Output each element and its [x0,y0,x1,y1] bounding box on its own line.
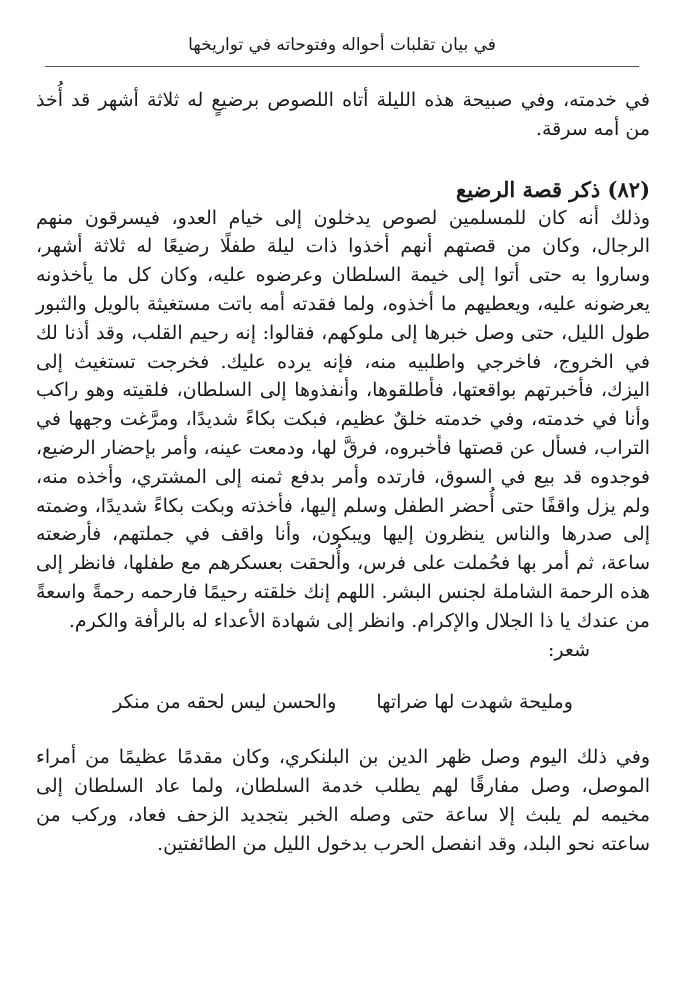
poem-label: شعر: [548,638,590,661]
main-paragraph: وذلك أنه كان للمسلمين لصوص يدخلون إلى خيام العدو، فيسرقون منهم الرجال، وكان من قصتهم أنهم أخذوا ذات ليلة طفلًا رضيعًا له ثلاثة أشهر، وساروا به حتى أتوا إلى خيمة السلطان وعرضوه عليه، وكان كل ما يأخذونه يعرضونه عليه، ويعطيهم ما أخذوه، ولما فقدته أمه باتت مستغيثة بالويل والثبور طول الليل، حتى وصل خبرها إلى ملوكهم، فقالوا: إنه رحيم القلب، وقد أذنا لك في الخروج، فاخرجي واطلبيه منه، فإنه يرده عليك. فخرجت تستغيث إلى اليزك، فأخبرتهم بواقعتها، فأطلقوها، وأنفذوها إلى السلطان، فلقيته وهو راكب وأنا في خدمته، وفي خدمته خلقٌ عظيم، فبكت بكاءً شديدًا، ومرَّغت وجهها في التراب، فسأل عن قصتها فأخبروه، فرقَّ لها، ودمعت عينه، وأمر بإحضار الرضيع، فوجدوه قد بيع في السوق، فارتده وأمر بدفع ثمنه إلى المشتري، وأخذه منه، ولم يزل واقفًا حتى أُحضر الطفل وسلم إليها، فأخذته وبكت بكاءً شديدًا، وضمته إلى صدرها والناس ينظرون إليها ويبكون، وأنا واقف في جملتهم، فأرضعته ساعة، ثم أمر بها فحُملت على فرس، وأُلحقت بعسكرهم مع طفلها، فانظر إلى هذه الرحمة الشاملة لجنس البشر. اللهم إنك خلقته رحيمًا فارحمه رحمةً واسعةً من عندك يا ذا الجلال والإكرام. وانظر إلى شهادة الأعداء له بالرأفة والكرم. [36,206,650,632]
continuation-paragraph: في خدمته، وفي صبيحة هذه الليلة أتاه اللصوص برضيعٍ له ثلاثة أشهر قد أُخذ من أمه سرقة. [36,89,650,140]
poem-verse [36,688,650,717]
poem-hemistich-second: والحسن ليس لحقه من منكر [113,691,337,714]
page-body [36,86,650,858]
final-paragraph: وفي ذلك اليوم وصل ظهر الدين بن البلنكري، وكان مقدمًا عظيمًا من أمراء الموصل، وصل مفارقًا لهم يطلب خدمة السلطان، ولما عاد السلطان إلى مخيمه لم يلبث إلا ساعة حتى وصله الخبر بتجديد الزحف فعاد، وركب من ساعته نحو البلد، وقد انفصل الحرب بدخول الليل من الطائفتين. [36,746,650,855]
header-divider [45,66,639,67]
poem-hemistich-first: ومليحة شهدت لها ضراتها [376,691,573,714]
section-heading: (٨٢) ذكر قصة الرضيع [456,176,650,202]
running-header: في بيان تقلبات أحواله وفتوحاته في تواريخها [188,35,496,55]
